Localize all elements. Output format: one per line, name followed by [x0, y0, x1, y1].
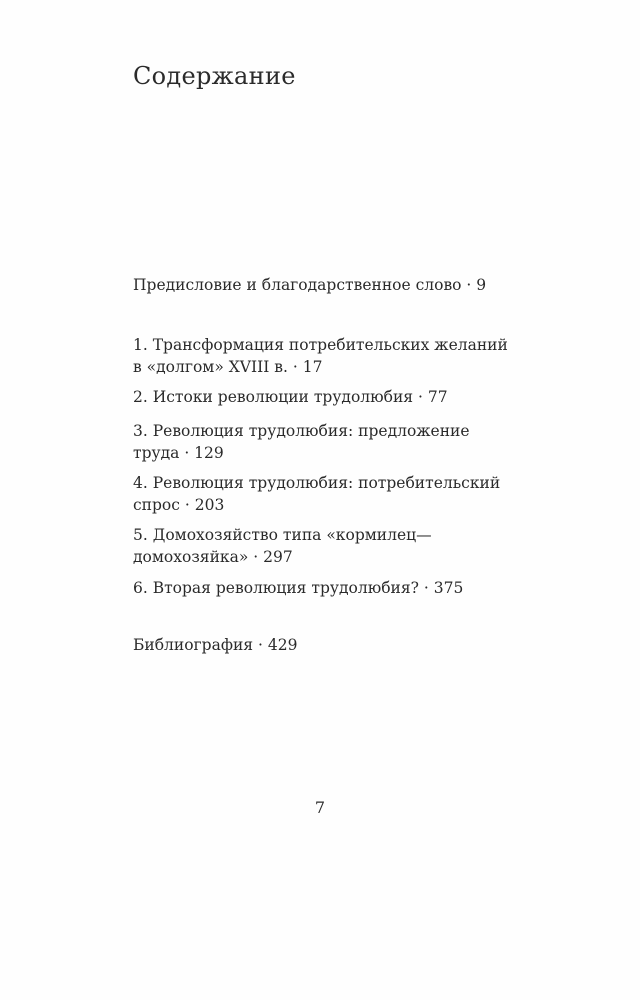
toc-entry-chapter-3 — [133, 420, 533, 464]
toc-entry-chapter-6 — [133, 577, 533, 599]
page-title: Содержание — [133, 62, 296, 90]
toc-entry-text: 4. Революция трудолюбия: потребительский — [133, 474, 501, 492]
toc-entry-text-continued: спрос · 203 — [133, 496, 225, 514]
toc-entry-text: Предисловие и благодарственное слово · 9 — [133, 276, 487, 294]
toc-entry-chapter-1 — [133, 334, 533, 378]
toc-entry-chapter-2 — [133, 386, 533, 408]
toc-entry-text: 6. Вторая революция трудолюбия? · 375 — [133, 579, 464, 597]
toc-entry-chapter-5 — [133, 524, 533, 568]
toc-entry-bibliography — [133, 634, 533, 656]
toc-entry-text: 3. Революция трудолюбия: предложение — [133, 422, 470, 440]
toc-entry-chapter-4 — [133, 472, 533, 516]
toc-entry-text: 1. Трансформация потребительских желаний — [133, 336, 508, 354]
toc-entry-text: Библиография · 429 — [133, 636, 298, 654]
toc-entry-preface — [133, 274, 533, 296]
toc-entry-text: 2. Истоки революции трудолюбия · 77 — [133, 388, 448, 406]
toc-entry-text-continued: домохозяйка» · 297 — [133, 548, 293, 566]
toc-entry-text-continued: в «долгом» XVIII в. · 17 — [133, 358, 323, 376]
page-number: 7 — [314, 798, 326, 817]
toc-entry-text: 5. Домохозяйство типа «кормилец— — [133, 526, 432, 544]
toc-entry-text-continued: труда · 129 — [133, 444, 224, 462]
